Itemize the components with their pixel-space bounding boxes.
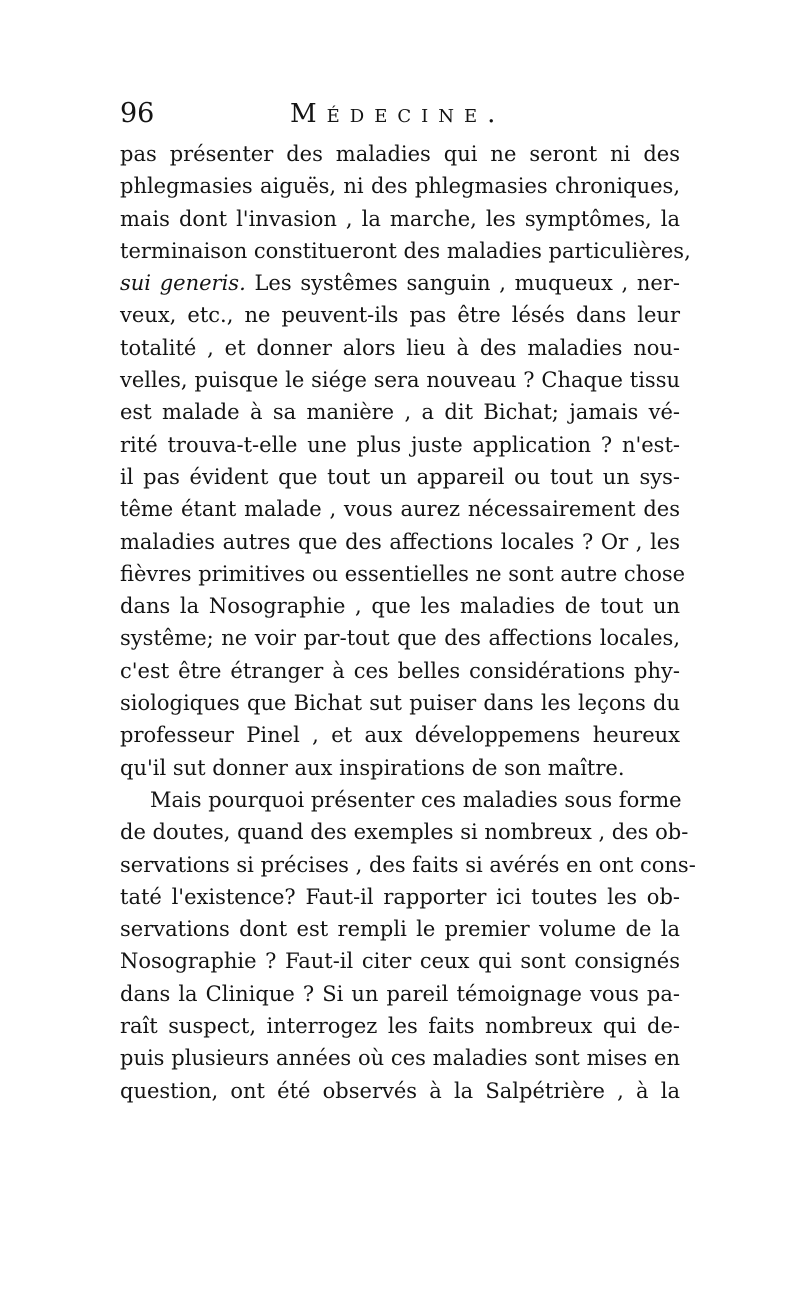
text-line: sui generis. Les systêmes sanguin , muqueux , ner-: [120, 271, 680, 296]
text-line: dans la Nosographie , que les maladies de tout un: [120, 594, 680, 619]
text-line: taté l'existence? Faut-il rapporter ici toutes les ob-: [120, 884, 680, 909]
text-line: question, ont été observés à la Salpétrière , à la: [120, 1078, 680, 1103]
text-line: mais dont l'invasion , la marche, les symptômes, la: [120, 206, 680, 231]
text-line: tême étant malade , vous aurez nécessairement des: [120, 497, 680, 522]
text-line: servations si précises , des faits si avérés en ont cons-: [120, 852, 696, 877]
paragraph-1: [120, 138, 691, 784]
text-line: velles, puisque le siége sera nouveau ? Chaque tissu: [120, 368, 680, 393]
text-line: Nosographie ? Faut-il citer ceux qui sont consignés: [120, 949, 680, 974]
text-line: totalité , et donner alors lieu à des maladies nou-: [120, 335, 680, 360]
text-line: de doutes, quand des exemples si nombreux , des ob-: [120, 820, 689, 845]
body-text: [120, 138, 696, 1107]
page-number: 96: [120, 98, 155, 129]
text-line: raît suspect, interrogez les faits nombreux qui de-: [120, 1014, 680, 1039]
text-line: qu'il sut donner aux inspirations de son maître.: [120, 755, 625, 780]
text-line: systême; ne voir par-tout que des affections locales,: [120, 626, 680, 651]
page-header: [120, 92, 680, 136]
text-line: il pas évident que tout un appareil ou tout un sys-: [120, 464, 680, 489]
text-line: c'est être étranger à ces belles considérations phy-: [120, 658, 680, 683]
running-head: Médecine.: [290, 99, 506, 129]
text-line: est malade à sa manière , a dit Bichat; jamais vé-: [120, 400, 680, 425]
text-line: rité trouva-t-elle une plus juste application ? n'est-: [120, 432, 680, 457]
text-line: phlegmasies aiguës, ni des phlegmasies chroniques,: [120, 174, 680, 199]
paragraph-2: [120, 784, 696, 1107]
text-line: professeur Pinel , et aux développemens heureux: [120, 723, 680, 748]
text-line: servations dont est rempli le premier volume de la: [120, 917, 680, 942]
text-line: pas présenter des maladies qui ne seront ni des: [120, 142, 680, 166]
text-line: veux, etc., ne peuvent-ils pas être lésés dans leur: [120, 303, 680, 328]
text-line: maladies autres que des affections locales ? Or , les: [120, 529, 680, 554]
text-line: Mais pourquoi présenter ces maladies sous forme: [150, 787, 682, 812]
text-line: terminaison constitueront des maladies particulières,: [120, 238, 691, 263]
text-line: fièvres primitives ou essentielles ne sont autre chose: [120, 561, 686, 586]
text-line: siologiques que Bichat sut puiser dans les leçons du: [120, 691, 680, 716]
text-line: dans la Clinique ? Si un pareil témoignage vous pa-: [120, 981, 680, 1006]
text-line: puis plusieurs années où ces maladies sont mises en: [120, 1046, 680, 1071]
